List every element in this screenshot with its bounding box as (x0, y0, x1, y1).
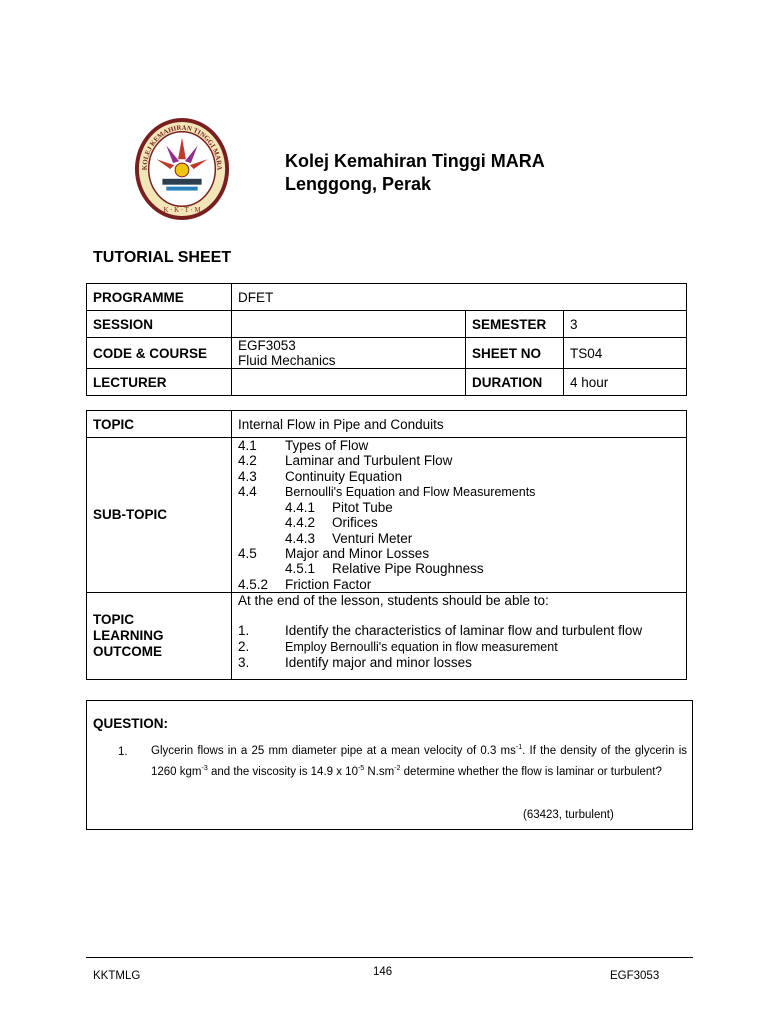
list-item: 3. Identify major and minor losses (238, 654, 472, 670)
outcome-intro: At the end of the lesson, students should be able to: (238, 592, 549, 608)
info-table (86, 283, 687, 396)
table-row (87, 338, 687, 369)
list-item: 4.4.1 Pitot Tube (285, 500, 393, 516)
list-item: 4.3 Continuity Equation (238, 468, 403, 484)
subtopic-list (232, 438, 687, 593)
code-course-value (232, 338, 466, 369)
table-row (87, 411, 687, 438)
programme-label: PROGRAMME (87, 284, 232, 311)
course-name: Fluid Mechanics (238, 353, 336, 368)
topic-value: Internal Flow in Pipe and Conduits (232, 411, 687, 438)
list-item: 4.5.2 Friction Factor (238, 576, 372, 592)
table-row (87, 592, 687, 679)
list-item: 1. Identify the characteristics of laminar flow and turbulent flow (238, 623, 643, 639)
course-code: EGF3053 (238, 338, 296, 353)
question-text: Glycerin flows in a 25 mm diameter pipe at a mean velocity of 0.3 $ms^{-1}$. If the density of the glycerin is 1260 kgm$^{-3}$ and the viscosity is 14.9 x $10^{-5}$ $N.sm^{-2}$ determine whether the flow is laminar or turbulent? (151, 744, 687, 778)
session-value (232, 311, 466, 338)
question-heading: QUESTION: (93, 716, 169, 731)
list-item: 4.2 Laminar and Turbulent Flow (238, 453, 453, 469)
question-number: 1. (118, 746, 128, 758)
sheet-no-value: TS04 (564, 338, 687, 369)
question-answer: (63423, turbulent) (523, 809, 614, 821)
session-label: SESSION (87, 311, 232, 338)
sheet-title: TUTORIAL SHEET (93, 249, 232, 266)
list-item: 4.4.2 Orifices (285, 515, 378, 531)
college-location: Lenggong, Perak (285, 174, 432, 194)
college-logo (133, 116, 231, 222)
list-item: 4.1 Types of Flow (238, 438, 369, 453)
list-item: 4.5 Major and Minor Losses (238, 546, 430, 562)
duration-label: DURATION (466, 369, 564, 396)
list-item: 4.4 Bernoulli's Equation and Flow Measurements (238, 483, 536, 499)
list-item: 4.5.1 Relative Pipe Roughness (285, 561, 484, 577)
lecturer-label: LECTURER (87, 369, 232, 396)
svg-text:K · K · T · M: K · K · T · M (163, 207, 201, 215)
question-box (86, 700, 693, 830)
lecturer-value (232, 369, 466, 396)
outcome-list (232, 592, 687, 679)
topic-label: TOPIC (87, 411, 232, 438)
topic-table (86, 410, 687, 680)
footer-divider (86, 957, 693, 958)
semester-label: SEMESTER (466, 311, 564, 338)
footer-right: EGF3053 (610, 970, 660, 982)
footer-left: KKTMLG (93, 970, 141, 982)
table-row (87, 284, 687, 311)
code-course-label: CODE & COURSE (87, 338, 232, 369)
sheet-no-label: SHEET NO (466, 338, 564, 369)
duration-value: 4 hour (564, 369, 687, 396)
table-row (87, 438, 687, 593)
table-row (87, 311, 687, 338)
list-item: 4.4.3 Venturi Meter (285, 530, 413, 546)
subtopic-label: SUB-TOPIC (87, 438, 232, 593)
table-row (87, 369, 687, 396)
programme-value: DFET (232, 284, 687, 311)
college-name (285, 150, 545, 196)
page-number: 146 (373, 966, 393, 978)
list-item: 2. Employ Bernoulli's equation in flow measurement (238, 638, 558, 654)
svg-text:KOLEJ KEMAHIRAN TINGGI MARA: KOLEJ KEMAHIRAN TINGGI MARA (141, 124, 223, 171)
semester-value: 3 (564, 311, 687, 338)
college-name-line1: Kolej Kemahiran Tinggi MARA (285, 151, 545, 171)
outcome-label: TOPIC LEARNING OUTCOME (87, 592, 232, 679)
